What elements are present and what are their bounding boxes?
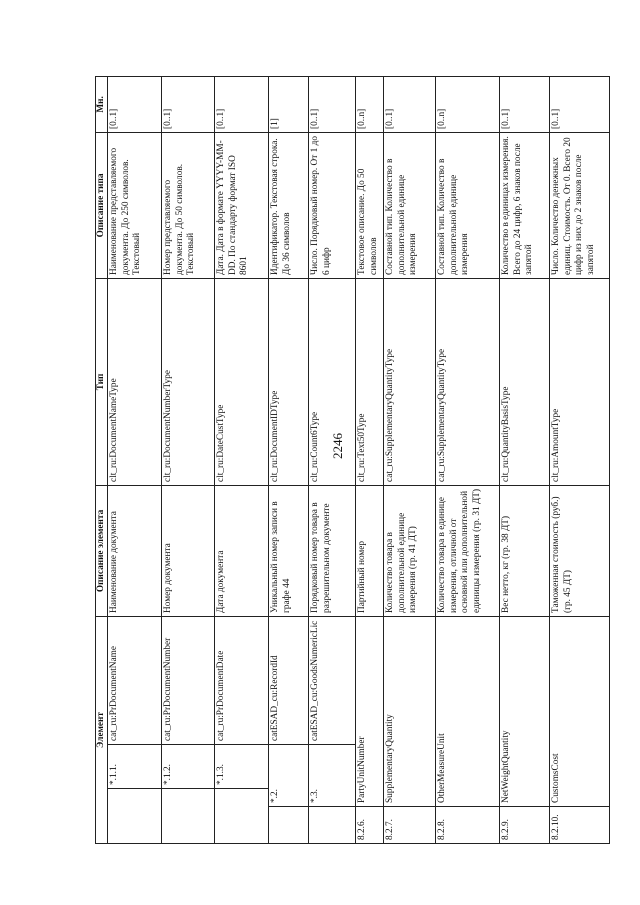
row-number: *.1.3. [215, 745, 269, 789]
row-multiplicity: [0..1] [215, 76, 269, 132]
row-type-description: Составной тип. Количество в дополнительной единице измерения [436, 132, 500, 278]
row-type-description: Номер представляемого документа. До 50 символов. Текстовый [162, 132, 215, 278]
indent-cell [108, 789, 162, 807]
indent-cell [215, 807, 269, 824]
table-row [269, 76, 309, 843]
rotated-table-wrapper [95, 77, 596, 844]
row-multiplicity: [1] [269, 76, 309, 132]
table-row [356, 76, 384, 843]
row-name: SupplementaryQuantity [384, 616, 436, 806]
indent-cell [215, 789, 269, 807]
row-description: Таможенная стоимость (руб.) (гр. 45 ДТ) [550, 485, 610, 616]
table-row [436, 76, 500, 843]
row-description: Вес нетто, кг (гр. 38 ДТ) [500, 485, 550, 616]
indent-cell [309, 807, 356, 824]
row-number: 8.2.7. [384, 807, 436, 844]
row-number: 8.2.6. [356, 807, 384, 844]
row-type: clt_ru:AmountType [550, 278, 610, 485]
row-multiplicity: [0..1] [384, 76, 436, 132]
indent-cell [108, 807, 162, 824]
row-name: PartyUnitNumber [356, 616, 384, 806]
row-multiplicity: [0..1] [309, 76, 356, 132]
row-name: cat_ru:PrDocumentNumber [162, 616, 215, 744]
row-type-description: Количество в единицах измерения. Всего до 24 цифр, 6 знаков после запятой [500, 132, 550, 278]
row-description: Наименование документа [108, 485, 162, 616]
row-type: clt_ru:Count6Type [309, 278, 356, 485]
row-description: Уникальный номер записи в графе 44 [269, 485, 309, 616]
table-header-row [96, 76, 108, 843]
table-viewport [95, 77, 596, 844]
row-type-description: Число. Порядковый номер. От 1 до 6 цифр [309, 132, 356, 278]
row-multiplicity: [0..n] [436, 76, 500, 132]
table-row [215, 76, 269, 843]
row-number: 8.2.8. [436, 807, 500, 844]
row-type-description: Составной тип. Количество в дополнительной единице измерения [384, 132, 436, 278]
row-type: cat_ru:SupplementaryQuantityType [436, 278, 500, 485]
row-number: 8.2.10. [550, 807, 610, 844]
row-name: cat_ru:PrDocumentDate [215, 616, 269, 744]
row-type: clt_ru:DocumentNameType [108, 278, 162, 485]
row-number: *.3. [309, 745, 356, 807]
row-description: Партийный номер [356, 485, 384, 616]
row-description: Количество товара в единице измерения, отличной от основной или дополнительной единицы измерения (гр. 31 ДТ) [436, 485, 500, 616]
row-number: 8.2.9. [500, 807, 550, 844]
row-multiplicity: [0..1] [162, 76, 215, 132]
table-row [309, 76, 356, 843]
indent-cell [269, 824, 309, 844]
row-name: cat_ru:PrDocumentName [108, 616, 162, 744]
elements-table [95, 76, 610, 844]
row-description: Номер документа [162, 485, 215, 616]
row-number: *.2. [269, 745, 309, 807]
row-description: Порядковый номер товара в разрешительном документе [309, 485, 356, 616]
row-type: clt_ru:DocumentNumberType [162, 278, 215, 485]
table-row [108, 76, 162, 843]
row-name: CustomsCost [550, 616, 610, 806]
indent-cell [269, 807, 309, 824]
indent-cell [162, 807, 215, 824]
row-name: NetWeightQuantity [500, 616, 550, 806]
row-number: *.1.1. [108, 745, 162, 789]
row-multiplicity: [0..1] [500, 76, 550, 132]
header-element: Элемент [96, 616, 108, 843]
header-description: Описание элемента [96, 485, 108, 616]
row-type: clt_ru:Text50Type [356, 278, 384, 485]
row-type-description: Идентификатор. Текстовая строка. До 36 символов [269, 132, 309, 278]
row-name: catESAD_cu:GoodsNumericLic [309, 616, 356, 744]
row-type: clt_ru:QuantityBasisType [500, 278, 550, 485]
indent-cell [215, 824, 269, 844]
row-name: OtherMeasureUnit [436, 616, 500, 806]
row-description: Дата документа [215, 485, 269, 616]
row-description: Количество товара в дополнительной единице измерения (гр. 41 ДТ) [384, 485, 436, 616]
indent-cell [162, 824, 215, 844]
row-type-description: Текстовое описание. До 50 символов [356, 132, 384, 278]
header-multiplicity: Мн. [96, 76, 108, 132]
table-row [384, 76, 436, 843]
indent-cell [108, 824, 162, 844]
row-type: clt_ru:DocumentIDType [269, 278, 309, 485]
row-type: cat_ru:SupplementaryQuantityType [384, 278, 436, 485]
indent-cell [162, 789, 215, 807]
row-type: clt_ru:DateCustType [215, 278, 269, 485]
row-type-description: Число. Количество денежных единиц. Стоимость. От 0. Всего 20 цифр из них до 2 знаков после запятой [550, 132, 610, 278]
row-multiplicity: [0..n] [356, 76, 384, 132]
header-type: Тип [96, 278, 108, 485]
row-number: *.1.2. [162, 745, 215, 789]
table-row [500, 76, 550, 843]
row-type-description: Наименование представляемого документа. До 250 символов. Текстовый [108, 132, 162, 278]
row-name: catESAD_cu:RecordId [269, 616, 309, 744]
row-type-description: Дата. Дата в формате YYYY-MM-DD. По стандарту формат ISO 8601 [215, 132, 269, 278]
indent-cell [309, 824, 356, 844]
row-multiplicity: [0..1] [108, 76, 162, 132]
table-row [550, 76, 610, 843]
header-type-description: Описание типа [96, 132, 108, 278]
table-row [162, 76, 215, 843]
row-multiplicity: [0..1] [550, 76, 610, 132]
page-number: 2246 [330, 433, 345, 459]
